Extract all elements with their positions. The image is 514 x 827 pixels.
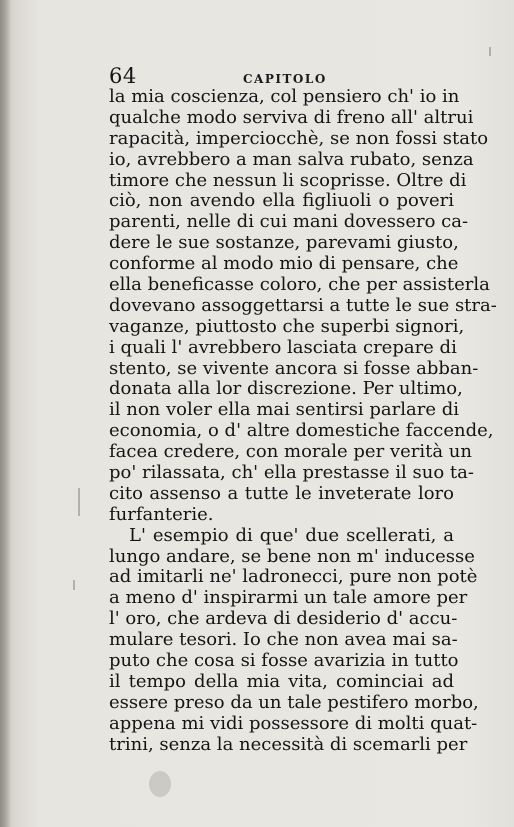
text-line: ella beneficasse coloro, che per assisterla: [109, 274, 490, 296]
text-line: ad imitarli ne' ladronecci, pure non potè: [109, 566, 478, 588]
text-line: ciò, non avendo ella figliuoli o poveri: [109, 190, 454, 212]
text-line: po' rilassata, ch' ella prestasse il suo ta-: [109, 462, 474, 484]
text-line: trini, senza la necessità di scemarli per: [109, 733, 468, 755]
paper-speck: [73, 580, 75, 590]
text-line: il tempo della mia vita, cominciai ad: [109, 670, 454, 692]
text-line: a meno d' inspirarmi un tale amore per: [109, 587, 468, 609]
text-line: cito assenso a tutte le inveterate loro: [109, 482, 454, 504]
paper-stain: [149, 771, 171, 797]
text-line: qualche modo serviva di freno all' altrui: [109, 106, 474, 128]
text-line: il non voler ella mai sentirsi parlare di: [109, 399, 460, 421]
text-line: appena mi vidi possessore di molti quat-: [109, 712, 478, 734]
page-number: 64: [109, 64, 137, 88]
text-line: parenti, nelle di cui mani dovessero ca-: [109, 211, 469, 233]
text-line: vaganze, piuttosto che superbi signori,: [109, 315, 465, 337]
text-line: mulare tesori. Io che non avea mai sa-: [109, 629, 458, 651]
text-line: lungo andare, se bene non m' inducesse: [109, 545, 475, 567]
body-text: [109, 86, 497, 756]
text-line-paragraph-end: furfanterie.: [109, 503, 214, 525]
text-line: la mia coscienza, col pensiero ch' io in: [109, 86, 460, 107]
paper-speck: [489, 47, 491, 56]
paper-speck: [78, 488, 80, 516]
text-line: rapacità, imperciocchè, se non fossi stato: [109, 127, 489, 149]
text-line: i quali l' avrebbero lasciata crepare di: [109, 336, 457, 358]
text-line: economia, o d' altre domestiche faccende,: [109, 420, 494, 442]
text-line: donata alla lor discrezione. Per ultimo,: [109, 378, 463, 400]
text-line: puto che cosa si fosse avarizia in tutto: [109, 650, 459, 672]
text-line: essere preso da un tale pestifero morbo,: [109, 691, 479, 713]
text-line: stento, se vivente ancora si fosse abban-: [109, 357, 479, 379]
text-line: conforme al modo mio di pensare, che: [109, 253, 459, 275]
text-line: io, avrebbero a man salva rubato, senza: [109, 148, 474, 170]
text-line: l' oro, che ardeva di desiderio d' accu-: [109, 608, 458, 630]
page-gutter-shadow: [0, 0, 12, 827]
text-line: timore che nessun li scoprisse. Oltre di: [109, 169, 467, 191]
running-head: CAPITOLO: [243, 72, 327, 86]
text-line: dovevano assoggettarsi a tutte le sue stra-: [109, 294, 497, 316]
text-line: dere le sue sostanze, parevami giusto,: [109, 232, 459, 254]
text-line-paragraph-start: L' esempio di que' due scellerati, a: [129, 524, 454, 546]
text-line: facea credere, con morale per verità un: [109, 441, 472, 463]
